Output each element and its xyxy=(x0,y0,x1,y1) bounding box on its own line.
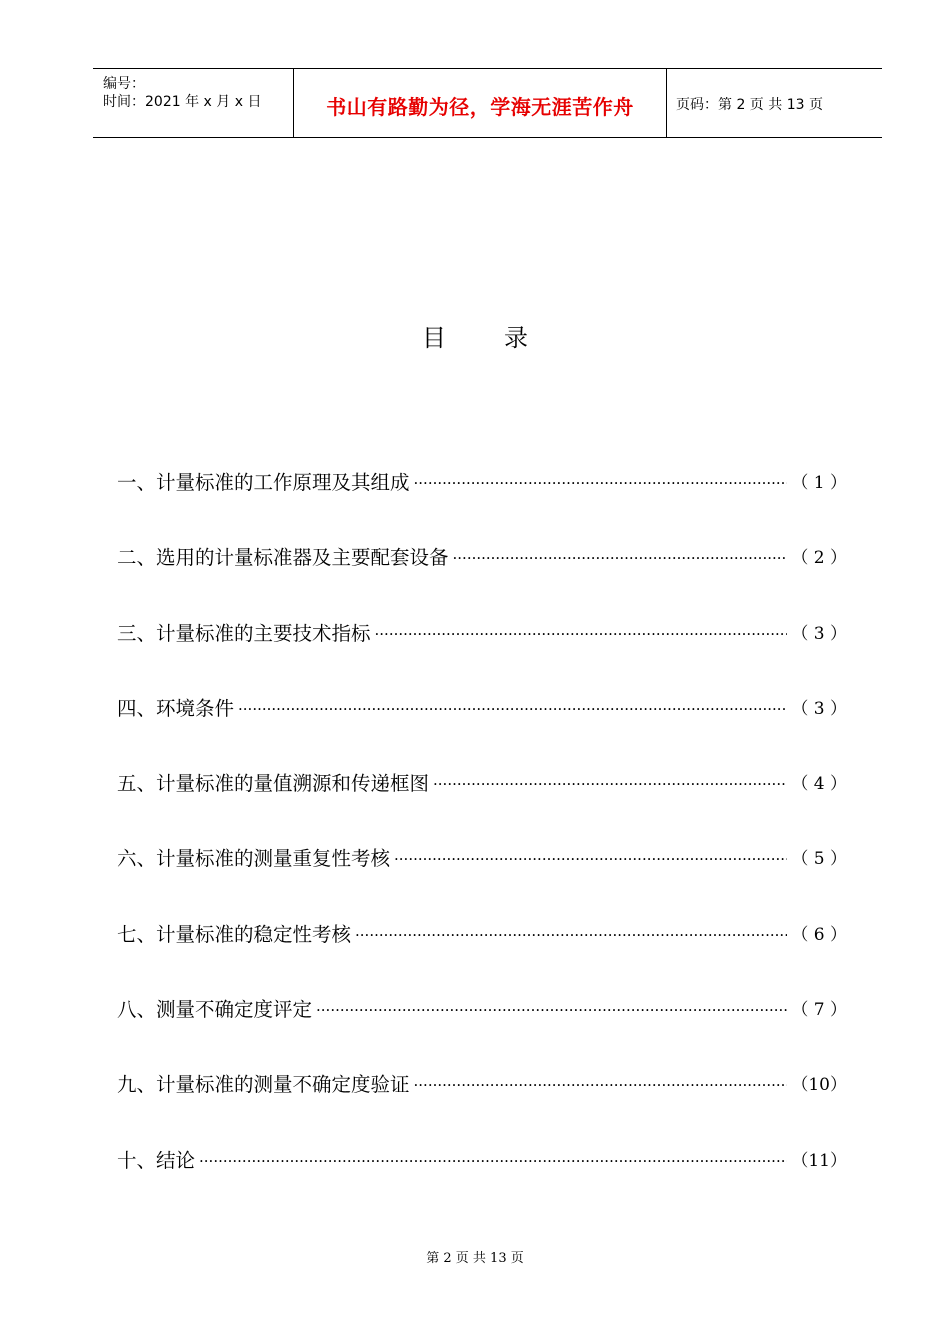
toc-item-label: 五、计量标准的量值溯源和传递框图 xyxy=(117,772,430,796)
toc-item[interactable] xyxy=(117,767,847,842)
toc-leader-dots xyxy=(410,466,787,500)
toc-leader-dots xyxy=(351,918,787,952)
toc-item-page: （ 3 ） xyxy=(791,698,847,719)
title-char-1: 目 xyxy=(422,324,446,352)
toc-item-label: 二、选用的计量标准器及主要配套设备 xyxy=(117,546,449,570)
toc-item-page: （11） xyxy=(791,1150,847,1171)
toc-leader-dots xyxy=(312,993,787,1027)
document-number-label: 编号： xyxy=(103,76,145,92)
toc-item-label: 三、计量标准的主要技术指标 xyxy=(117,621,371,645)
toc-leader-dots xyxy=(234,692,787,726)
header-right-cell xyxy=(666,69,882,137)
page-title xyxy=(0,318,950,353)
toc-item[interactable] xyxy=(117,466,847,541)
title-char-2: 录 xyxy=(504,324,528,352)
toc-item-label: 八、测量不确定度评定 xyxy=(117,998,313,1022)
toc-item-label: 十、结论 xyxy=(117,1148,196,1172)
toc-item-page: （ 4 ） xyxy=(791,774,847,795)
toc-item[interactable] xyxy=(117,993,847,1068)
toc-item[interactable] xyxy=(117,1144,847,1219)
toc-item-page: （ 6 ） xyxy=(791,924,847,945)
page-header xyxy=(93,68,882,138)
toc-item[interactable] xyxy=(117,692,847,767)
toc-item-label: 四、环境条件 xyxy=(117,696,235,720)
toc-leader-dots xyxy=(429,767,787,801)
toc-leader-dots xyxy=(195,1144,787,1178)
toc-item-label: 九、计量标准的测量不确定度验证 xyxy=(117,1073,410,1097)
toc-item-label: 七、计量标准的稳定性考核 xyxy=(117,922,352,946)
header-page-info: 页码：第 2 页 共 13 页 xyxy=(676,97,823,113)
toc-item[interactable] xyxy=(117,617,847,692)
toc-item-page: （ 3 ） xyxy=(791,623,847,644)
toc-item-label: 六、计量标准的测量重复性考核 xyxy=(117,847,391,871)
header-left-cell xyxy=(93,69,293,137)
toc-item-page: （ 7 ） xyxy=(791,1000,847,1021)
toc-item-page: （ 2 ） xyxy=(791,548,847,569)
toc-leader-dots xyxy=(449,541,787,575)
toc-item-label: 一、计量标准的工作原理及其组成 xyxy=(117,471,410,494)
toc-leader-dots xyxy=(390,842,787,876)
document-time-label: 时间：2021 年 x 月 x 日 xyxy=(103,94,262,110)
page-footer: 第 2 页 共 13 页 xyxy=(426,1251,524,1266)
header-middle-cell xyxy=(293,69,667,137)
toc-item-page: （ 5 ） xyxy=(791,849,847,870)
toc-leader-dots xyxy=(371,617,787,651)
toc-leader-dots xyxy=(410,1068,787,1102)
toc-item-page: （10） xyxy=(791,1075,847,1096)
toc-item[interactable] xyxy=(117,918,847,993)
toc-item[interactable] xyxy=(117,842,847,917)
toc-item[interactable] xyxy=(117,541,847,616)
header-motto: 书山有路勤为径，学海无涯苦作舟 xyxy=(326,95,634,119)
toc-item-page: （ 1 ） xyxy=(791,473,847,493)
table-of-contents xyxy=(117,466,847,1219)
toc-item[interactable] xyxy=(117,1068,847,1143)
